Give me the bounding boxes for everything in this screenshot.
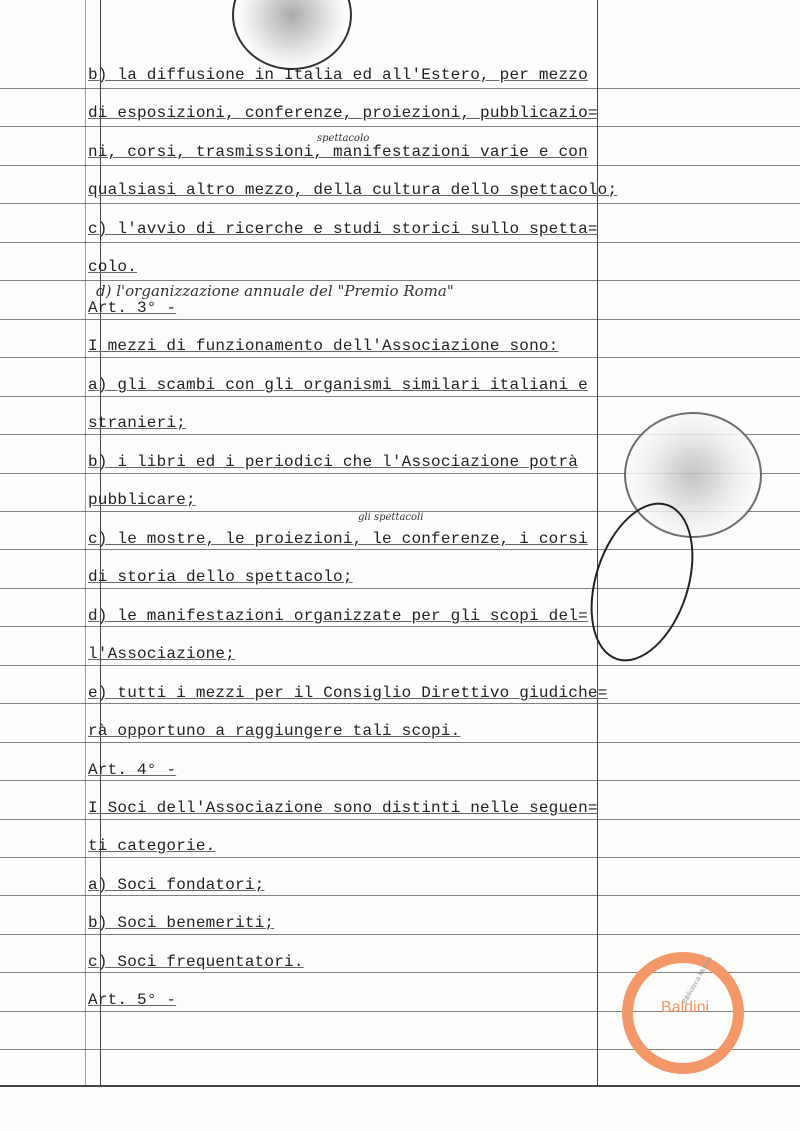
text-line: a) gli scambi con gli organismi similari italiani e bbox=[88, 376, 588, 394]
text-line: di storia dello spettacolo; bbox=[88, 568, 353, 586]
text-line: b) Soci benemeriti; bbox=[88, 914, 275, 932]
ruled-line bbox=[0, 742, 800, 743]
ruled-line bbox=[0, 626, 800, 627]
text-line: a) Soci fondatori; bbox=[88, 876, 265, 894]
handwritten-insert: gli spettacoli bbox=[358, 512, 424, 523]
page-bottom-edge bbox=[0, 1085, 800, 1087]
text-line: Art. 4° - bbox=[88, 761, 177, 779]
text-line: b) i libri ed i periodici che l'Associazione potrà bbox=[88, 453, 579, 471]
ruled-line bbox=[0, 396, 800, 397]
ruled-line bbox=[0, 203, 800, 204]
logo-text: Baldini bbox=[661, 999, 710, 1016]
text-line: l'Associazione; bbox=[88, 645, 236, 663]
text-line: rà opportuno a raggiungere tali scopi. bbox=[88, 722, 461, 740]
text-line: I mezzi di funzionamento dell'Associazione sono: bbox=[88, 337, 559, 355]
margin-line-right bbox=[597, 0, 598, 1085]
text-line: I Soci dell'Associazione sono distinti nelle seguen= bbox=[88, 799, 598, 817]
text-line: d) le manifestazioni organizzate per gli scopi del= bbox=[88, 607, 588, 625]
text-line: pubblicare; bbox=[88, 491, 196, 509]
ruled-line bbox=[0, 934, 800, 935]
ruled-line bbox=[0, 665, 800, 666]
text-line: colo. bbox=[88, 258, 138, 276]
ruled-line bbox=[0, 319, 800, 320]
text-line: c) le mostre, le proiezioni, le conferenze, i corsi bbox=[88, 530, 588, 548]
text-line: c) Soci frequentatori. bbox=[88, 953, 304, 971]
baldini-logo bbox=[622, 952, 744, 1074]
ruled-line bbox=[0, 165, 800, 166]
ruled-line bbox=[0, 703, 800, 704]
stamp-seal-top bbox=[232, 0, 352, 70]
margin-line-outer bbox=[85, 0, 86, 1085]
logo-subtext: Biblioteca Museo bbox=[681, 955, 715, 1006]
text-line: Art. 3° - bbox=[88, 299, 177, 317]
text-line: e) tutti i mezzi per il Consiglio Direttivo giudiche= bbox=[88, 684, 608, 702]
ruled-line bbox=[0, 357, 800, 358]
handwritten-insert: spettacolo bbox=[317, 133, 370, 144]
text-line: di esposizioni, conferenze, proiezioni, pubblicazio= bbox=[88, 104, 598, 122]
ruled-line bbox=[0, 857, 800, 858]
ruled-line bbox=[0, 242, 800, 243]
text-line: stranieri; bbox=[88, 414, 187, 432]
handwritten-note: d) l'organizzazione annuale del "Premio Roma" bbox=[96, 282, 454, 300]
ruled-line bbox=[0, 895, 800, 896]
text-line: b) la diffusione in Italia ed all'Estero, per mezzo bbox=[88, 66, 588, 84]
ruled-line bbox=[0, 780, 800, 781]
text-line: c) l'avvio di ricerche e studi storici sullo spetta= bbox=[88, 220, 598, 238]
ruled-line bbox=[0, 126, 800, 127]
text-line: ti categorie. bbox=[88, 837, 216, 855]
ruled-line bbox=[0, 819, 800, 820]
text-line: ni, corsi, trasmissioni, manifestazioni varie e con bbox=[88, 143, 588, 161]
text-line: qualsiasi altro mezzo, della cultura dello spettacolo; bbox=[88, 181, 618, 199]
text-line: Art. 5° - bbox=[88, 991, 177, 1009]
ruled-line bbox=[0, 88, 800, 89]
